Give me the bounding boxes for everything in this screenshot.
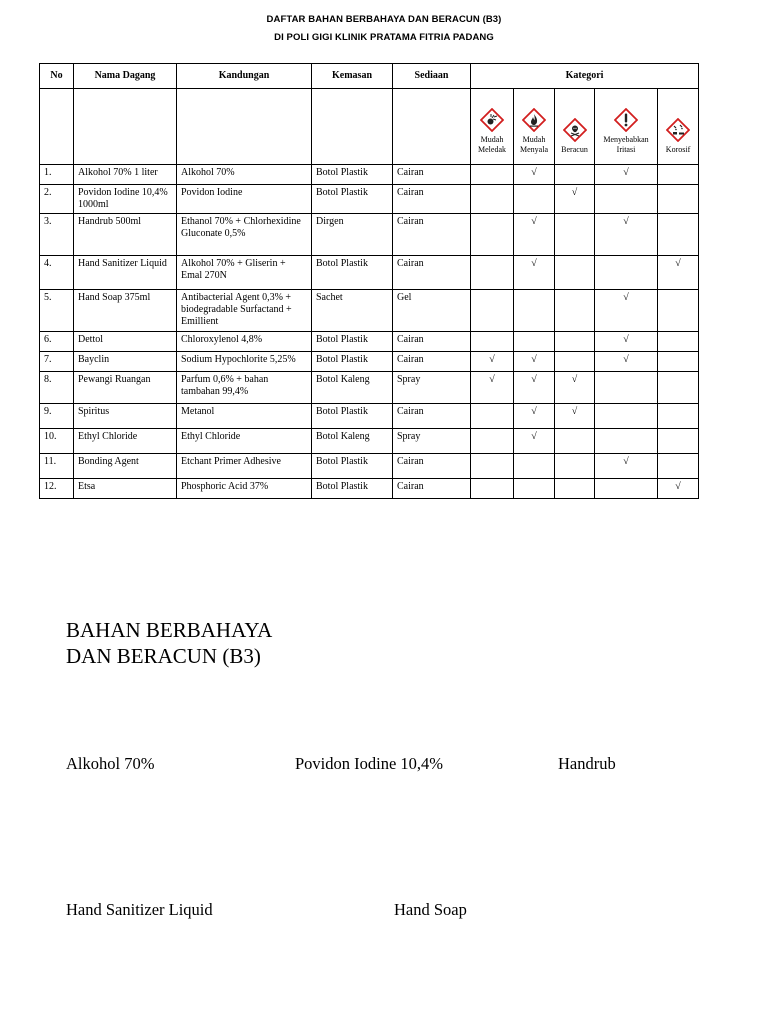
header-kandungan: Kandungan <box>177 64 312 89</box>
flame-icon <box>522 108 546 132</box>
table-row <box>40 256 699 290</box>
category-check <box>555 454 595 479</box>
table-row <box>40 479 699 499</box>
row-kandungan: Alkohol 70% <box>177 165 312 185</box>
category-check <box>471 165 514 185</box>
label-hand-sanitizer: Hand Sanitizer Liquid <box>66 900 213 919</box>
category-check <box>595 404 658 429</box>
category-check <box>471 479 514 499</box>
header-kategori: Kategori <box>471 64 699 89</box>
row-nama-dagang: Bonding Agent <box>74 454 177 479</box>
row-kandungan: Antibacterial Agent 0,3% + biodegradable Surfactand + Emillient <box>177 290 312 332</box>
blank-cell <box>177 89 312 165</box>
row-sediaan: Cairan <box>393 165 471 185</box>
category-check <box>658 332 699 352</box>
row-kemasan: Botol Plastik <box>312 165 393 185</box>
row-nama-dagang: Handrub 500ml <box>74 214 177 256</box>
table-row <box>40 454 699 479</box>
row-sediaan: Cairan <box>393 479 471 499</box>
table-row <box>40 185 699 214</box>
table-row <box>40 372 699 404</box>
document-subtitle: DI POLI GIGI KLINIK PRATAMA FITRIA PADANG <box>274 32 494 43</box>
row-no: 3. <box>40 214 74 256</box>
table-row <box>40 429 699 454</box>
header-no: No <box>40 64 74 89</box>
row-kemasan: Botol Plastik <box>312 454 393 479</box>
category-check: √ <box>555 185 595 214</box>
row-kandungan: Ethyl Chloride <box>177 429 312 454</box>
row-nama-dagang: Pewangi Ruangan <box>74 372 177 404</box>
table-body <box>40 165 699 499</box>
category-label: Korosif <box>665 145 691 154</box>
row-no: 5. <box>40 290 74 332</box>
category-check: √ <box>595 332 658 352</box>
category-check: √ <box>555 372 595 404</box>
category-check <box>514 479 555 499</box>
category-check <box>595 256 658 290</box>
row-no: 11. <box>40 454 74 479</box>
category-check: √ <box>658 256 699 290</box>
category-check <box>595 479 658 499</box>
category-check: √ <box>514 214 555 256</box>
row-sediaan: Cairan <box>393 454 471 479</box>
category-check <box>514 290 555 332</box>
category-check <box>514 185 555 214</box>
category-label: Beracun <box>561 145 588 154</box>
row-nama-dagang: Etsa <box>74 479 177 499</box>
row-sediaan: Gel <box>393 290 471 332</box>
category-check <box>471 290 514 332</box>
category-check <box>595 429 658 454</box>
row-kemasan: Botol Kaleng <box>312 372 393 404</box>
label-hand-soap: Hand Soap <box>394 900 467 919</box>
category-label: Mudah <box>522 135 546 144</box>
heading-line: DAN BERACUN (B3) <box>66 644 261 668</box>
row-kandungan: Parfum 0,6% + bahan tambahan 99,4% <box>177 372 312 404</box>
category-check: √ <box>471 372 514 404</box>
category-check <box>595 372 658 404</box>
row-kandungan: Etchant Primer Adhesive <box>177 454 312 479</box>
category-check <box>555 256 595 290</box>
skull-crossbones-icon <box>563 118 587 142</box>
row-no: 2. <box>40 185 74 214</box>
row-nama-dagang: Hand Sanitizer Liquid <box>74 256 177 290</box>
category-check <box>658 185 699 214</box>
row-sediaan: Spray <box>393 372 471 404</box>
category-check: √ <box>595 352 658 372</box>
category-check <box>658 404 699 429</box>
category-check <box>658 429 699 454</box>
category-menyebabkan-iritasi <box>595 89 658 165</box>
blank-cell <box>393 89 471 165</box>
table-row <box>40 165 699 185</box>
category-check: √ <box>595 454 658 479</box>
category-check <box>658 290 699 332</box>
row-kandungan: Ethanol 70% + Chlorhexidine Gluconate 0,5% <box>177 214 312 256</box>
row-sediaan: Cairan <box>393 214 471 256</box>
category-check <box>471 185 514 214</box>
label-handrub: Handrub <box>558 754 616 773</box>
header-nama-dagang: Nama Dagang <box>74 64 177 89</box>
row-sediaan: Cairan <box>393 185 471 214</box>
category-check <box>595 185 658 214</box>
category-check: √ <box>595 165 658 185</box>
category-check: √ <box>658 479 699 499</box>
category-check <box>658 372 699 404</box>
category-check: √ <box>514 404 555 429</box>
row-kemasan: Botol Plastik <box>312 479 393 499</box>
category-korosif <box>658 89 699 165</box>
row-kemasan: Botol Kaleng <box>312 429 393 454</box>
row-no: 4. <box>40 256 74 290</box>
category-check <box>471 404 514 429</box>
row-nama-dagang: Bayclin <box>74 352 177 372</box>
row-sediaan: Cairan <box>393 352 471 372</box>
category-check <box>471 454 514 479</box>
category-check: √ <box>471 352 514 372</box>
table-header-row <box>40 64 699 89</box>
row-no: 6. <box>40 332 74 352</box>
category-check <box>555 332 595 352</box>
category-check <box>555 165 595 185</box>
row-kemasan: Botol Plastik <box>312 185 393 214</box>
category-label: Iritasi <box>616 145 636 154</box>
category-label: Menyebabkan <box>603 135 649 144</box>
row-no: 8. <box>40 372 74 404</box>
category-check <box>471 256 514 290</box>
category-check <box>514 454 555 479</box>
category-check <box>555 214 595 256</box>
row-sediaan: Cairan <box>393 404 471 429</box>
category-check: √ <box>514 352 555 372</box>
row-nama-dagang: Alkohol 70% 1 liter <box>74 165 177 185</box>
row-sediaan: Spray <box>393 429 471 454</box>
row-kandungan: Phosphoric Acid 37% <box>177 479 312 499</box>
table-row <box>40 352 699 372</box>
header-sediaan: Sediaan <box>393 64 471 89</box>
document-title: DAFTAR BAHAN BERBAHAYA DAN BERACUN (B3) <box>266 14 502 25</box>
row-kandungan: Alkohol 70% + Gliserin + Emal 270N <box>177 256 312 290</box>
table-row <box>40 290 699 332</box>
category-check: √ <box>514 429 555 454</box>
category-check <box>658 454 699 479</box>
category-check: √ <box>514 256 555 290</box>
blank-cell <box>312 89 393 165</box>
row-kemasan: Sachet <box>312 290 393 332</box>
b3-section-heading <box>66 617 272 669</box>
category-icons-row <box>40 89 699 165</box>
row-kemasan: Botol Plastik <box>312 352 393 372</box>
table-row <box>40 404 699 429</box>
category-check <box>471 332 514 352</box>
category-check <box>555 352 595 372</box>
row-kandungan: Povidon Iodine <box>177 185 312 214</box>
exclamation-icon <box>614 108 638 132</box>
row-kandungan: Sodium Hypochlorite 5,25% <box>177 352 312 372</box>
category-check: √ <box>514 165 555 185</box>
b3-table <box>39 63 699 499</box>
label-povidon-iodine: Povidon Iodine 10,4% <box>295 754 444 773</box>
category-check <box>555 479 595 499</box>
row-kandungan: Metanol <box>177 404 312 429</box>
row-no: 1. <box>40 165 74 185</box>
row-nama-dagang: Povidon Iodine 10,4% 1000ml <box>74 185 177 214</box>
row-kemasan: Botol Plastik <box>312 404 393 429</box>
category-check <box>555 429 595 454</box>
category-beracun <box>555 89 595 165</box>
category-mudah-menyala <box>514 89 555 165</box>
corrosion-icon <box>666 118 690 142</box>
category-check <box>658 214 699 256</box>
exploding-bomb-icon <box>480 108 504 132</box>
category-check <box>658 352 699 372</box>
category-check: √ <box>555 404 595 429</box>
header-kemasan: Kemasan <box>312 64 393 89</box>
row-nama-dagang: Ethyl Chloride <box>74 429 177 454</box>
category-label: Menyala <box>520 145 548 154</box>
label-alkohol: Alkohol 70% <box>66 754 155 773</box>
category-check <box>658 165 699 185</box>
category-check <box>471 429 514 454</box>
category-label: Mudah <box>480 135 504 144</box>
category-check: √ <box>514 372 555 404</box>
row-no: 12. <box>40 479 74 499</box>
row-nama-dagang: Dettol <box>74 332 177 352</box>
row-kandungan: Chloroxylenol 4,8% <box>177 332 312 352</box>
category-check: √ <box>595 290 658 332</box>
blank-cell <box>40 89 74 165</box>
table-row <box>40 214 699 256</box>
heading-line: BAHAN BERBAHAYA <box>66 618 273 642</box>
row-kemasan: Botol Plastik <box>312 256 393 290</box>
row-nama-dagang: Spiritus <box>74 404 177 429</box>
row-no: 9. <box>40 404 74 429</box>
row-nama-dagang: Hand Soap 375ml <box>74 290 177 332</box>
category-check <box>514 332 555 352</box>
row-no: 7. <box>40 352 74 372</box>
row-kemasan: Dirgen <box>312 214 393 256</box>
row-sediaan: Cairan <box>393 332 471 352</box>
category-label: Meledak <box>478 145 506 154</box>
table-row <box>40 332 699 352</box>
category-check <box>471 214 514 256</box>
row-sediaan: Cairan <box>393 256 471 290</box>
category-mudah-meledak <box>471 89 514 165</box>
blank-cell <box>74 89 177 165</box>
category-check <box>555 290 595 332</box>
category-check: √ <box>595 214 658 256</box>
row-no: 10. <box>40 429 74 454</box>
row-kemasan: Botol Plastik <box>312 332 393 352</box>
